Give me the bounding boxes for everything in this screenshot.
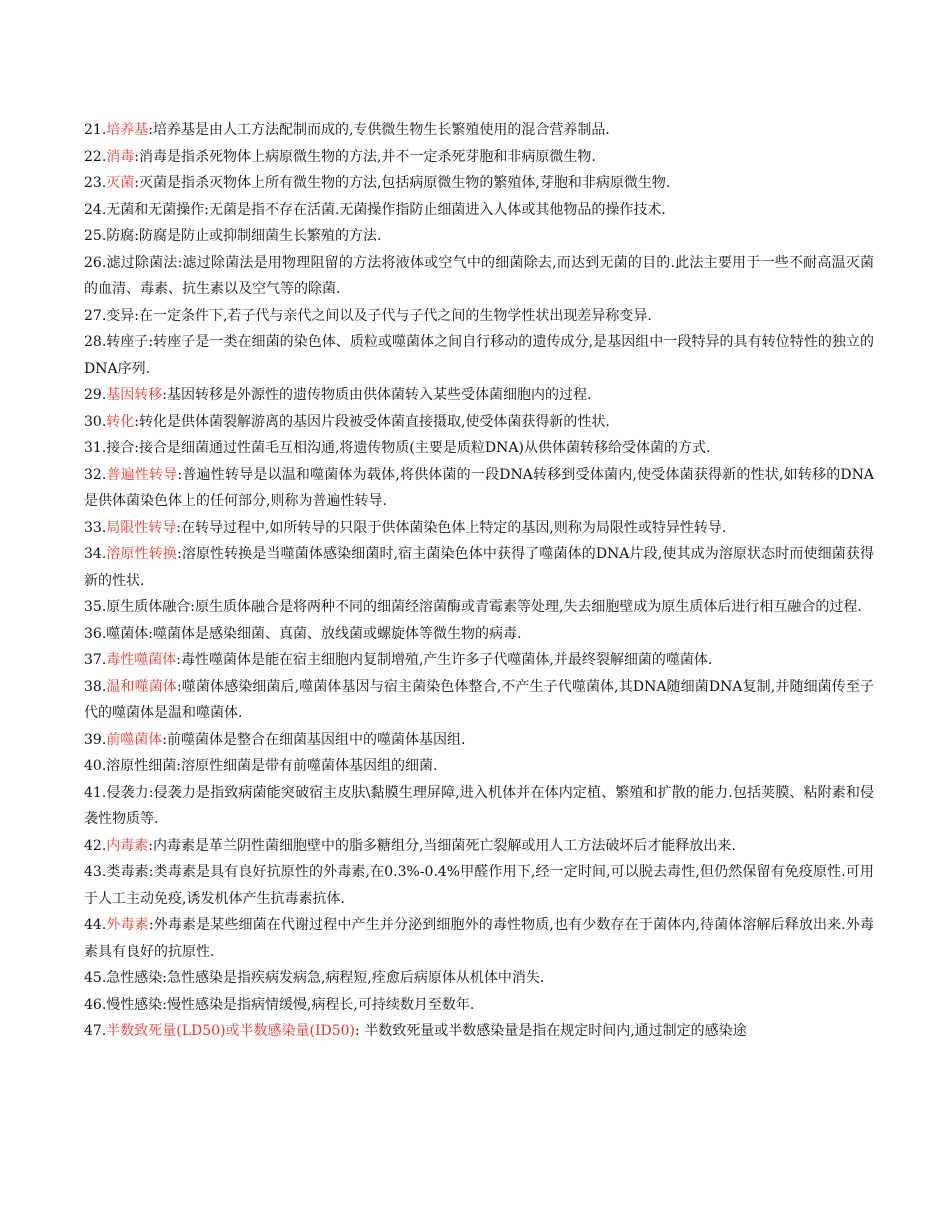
entry-number: 25. <box>84 228 107 244</box>
entry-number: 36. <box>84 625 107 642</box>
glossary-entry <box>84 515 874 542</box>
entry-definition: :原生质体融合是将两种不同的细菌经溶菌酶或青霉素等处理,失去细胞壁成为原生质体后进行相互融合的过程. <box>190 599 862 615</box>
entry-number: 28. <box>84 334 107 350</box>
glossary-entry <box>84 462 874 515</box>
entry-number: 32. <box>84 466 107 483</box>
entry-term: 溶原性转换 <box>106 546 177 562</box>
entry-definition: :转座子是一类在细菌的染色体、质粒或噬菌体之间自行移动的遗传成分,是基因组中一段特异的具有转位特性的独立的DNA序列. <box>84 334 874 377</box>
entry-number: 44. <box>84 917 107 933</box>
entry-term: 前噬菌体 <box>106 731 163 748</box>
glossary-entry <box>84 647 874 674</box>
entry-definition: :基因转移是外源性的遗传物质由供体菌转入某些受体菌细胞内的过程. <box>162 387 592 403</box>
entry-term: 基因转移 <box>106 387 163 403</box>
entry-definition: :急性感染是指疾病发病急,病程短,痊愈后病原体从机体中消失. <box>162 970 545 986</box>
entry-number: 43. <box>84 864 107 880</box>
entry-definition: :无菌是指不存在活菌.无菌操作指防止细菌进入人体或其他物品的操作技术. <box>204 201 666 218</box>
glossary-entry <box>84 833 874 860</box>
entry-term: 噬菌体 <box>106 625 149 642</box>
entry-definition: : 半数致死量或半数感染量是指在规定时间内,通过制定的感染途 <box>355 1023 747 1039</box>
glossary-entry <box>84 117 874 144</box>
entry-definition: :转化是供体菌裂解游离的基因片段被受体菌直接摄取,使受体菌获得新的性状. <box>134 413 610 430</box>
entry-term: 温和噬菌体 <box>106 678 177 695</box>
glossary-entry <box>84 859 874 912</box>
entry-definition: :内毒素是革兰阴性菌细胞壁中的脂多糖组分,当细菌死亡裂解或用人工方法破坏后才能释放出来. <box>148 837 736 854</box>
entry-definition: :灭菌是指杀灭物体上所有微生物的方法,包括病原微生物的繁殖体,芽胞和非病原微生物. <box>134 175 671 191</box>
entry-term: 侵袭力 <box>106 784 149 801</box>
glossary-entry <box>84 541 874 594</box>
entry-definition: :类毒素是具有良好抗原性的外毒素,在0.3%-0.4%甲醛作用下,经一定时间,可以脱去毒性,但仍然保留有免疫原性.可用于人工主动免疫,诱发机体产生抗毒素抗体. <box>84 864 874 907</box>
glossary-list <box>84 117 874 1045</box>
entry-term: 普遍性转导 <box>106 466 178 483</box>
entry-term: 急性感染 <box>106 970 163 986</box>
glossary-entry <box>84 144 874 171</box>
entry-number: 41. <box>84 784 107 801</box>
glossary-entry <box>84 727 874 754</box>
entry-number: 39. <box>84 731 107 748</box>
glossary-entry <box>84 382 874 409</box>
entry-definition: :外毒素是某些细菌在代谢过程中产生并分泌到细胞外的毒性物质,也有少数存在于菌体内,待菌体溶解后释放出来.外毒素具有良好的抗原性. <box>84 917 874 960</box>
glossary-entry <box>84 992 874 1019</box>
entry-definition: :溶原性转换是当噬菌体感染细菌时,宿主菌染色体中获得了噬菌体的DNA片段,使其成为溶原状态时而使细菌获得新的性状. <box>84 546 875 589</box>
entry-term: 转化 <box>106 413 135 430</box>
entry-term: 半数致死量(LD50)或半数感染量(ID50) <box>106 1023 356 1039</box>
entry-term: 外毒素 <box>106 917 149 933</box>
glossary-entry <box>84 965 874 992</box>
entry-number: 30. <box>84 413 107 430</box>
glossary-entry <box>84 197 874 224</box>
glossary-entry <box>84 435 874 462</box>
glossary-entry <box>84 621 874 648</box>
entry-term: 滤过除菌法 <box>106 254 178 271</box>
entry-number: 34. <box>84 546 107 562</box>
glossary-entry <box>84 329 874 382</box>
entry-definition: :在一定条件下,若子代与亲代之间以及子代与子代之间的生物学性状出现差异称变异. <box>134 307 652 324</box>
entry-definition: :接合是细菌通过性菌毛互相沟通,将遗传物质(主要是质粒DNA)从供体菌转移给受体菌的方式. <box>134 440 711 456</box>
entry-number: 46. <box>84 996 107 1013</box>
entry-number: 35. <box>84 599 107 615</box>
glossary-entry <box>84 409 874 436</box>
entry-term: 灭菌 <box>106 175 135 191</box>
entry-term: 培养基 <box>106 122 149 138</box>
entry-definition: :普遍性转导是以温和噬菌体为载体,将供体菌的一段DNA转移到受体菌内,使受体菌获得新的性状,如转移的DNA是供体菌染色体上的任何部分,则称为普遍性转导. <box>84 466 874 509</box>
entry-definition: :前噬菌体是整合在细菌基因组中的噬菌体基因组. <box>162 731 466 748</box>
entry-term: 毒性噬菌体 <box>106 652 177 668</box>
entry-number: 33. <box>84 519 107 536</box>
entry-number: 24. <box>84 201 107 218</box>
entry-term: 内毒素 <box>106 837 149 854</box>
entry-definition: :毒性噬菌体是能在宿主细胞内复制增殖,产生许多子代噬菌体,并最终裂解细菌的噬菌体. <box>176 652 713 668</box>
entry-number: 21. <box>84 122 107 138</box>
entry-term: 类毒素 <box>106 864 149 880</box>
entry-definition: :噬菌体是感染细菌、真菌、放线菌或螺旋体等微生物的病毒. <box>148 625 522 642</box>
entry-term: 转座子 <box>106 334 149 350</box>
glossary-entry <box>84 594 874 621</box>
entry-number: 40. <box>84 758 107 774</box>
entry-number: 31. <box>84 440 107 456</box>
glossary-entry <box>84 674 874 727</box>
entry-number: 42. <box>84 837 107 854</box>
glossary-entry <box>84 912 874 965</box>
entry-number: 27. <box>84 307 107 324</box>
entry-term: 局限性转导 <box>106 519 177 536</box>
entry-definition: :培养基是由人工方法配制而成的,专供微生物生长繁殖使用的混合营养制品. <box>148 122 610 138</box>
entry-number: 45. <box>84 970 107 986</box>
entry-number: 47. <box>84 1023 107 1039</box>
entry-term: 无菌和无菌操作 <box>106 201 205 218</box>
glossary-entry <box>84 753 874 780</box>
entry-definition: :防腐是防止或抑制细菌生长繁殖的方法. <box>134 228 382 244</box>
entry-definition: :侵袭力是指致病菌能突破宿主皮肤\黏膜生理屏障,进入机体并在体内定植、繁殖和扩散的能力.包括荚膜、粘附素和侵袭性物质等. <box>84 784 874 827</box>
entry-number: 22. <box>84 148 107 165</box>
entry-definition: :消毒是指杀死物体上病原微生物的方法,并不一定杀死芽胞和非病原微生物. <box>134 148 596 165</box>
entry-number: 23. <box>84 175 107 191</box>
entry-term: 接合 <box>106 440 135 456</box>
glossary-entry <box>84 223 874 250</box>
entry-term: 慢性感染 <box>106 996 163 1013</box>
glossary-entry <box>84 780 874 833</box>
glossary-entry <box>84 250 874 303</box>
entry-definition: :滤过除菌法是用物理阻留的方法将液体或空气中的细菌除去,而达到无菌的目的.此法主要用于一些不耐高温灭菌的血清、毒素、抗生素以及空气等的除菌. <box>84 254 875 297</box>
entry-definition: :溶原性细菌是带有前噬菌体基因组的细菌. <box>176 758 438 774</box>
entry-term: 溶原性细菌 <box>106 758 177 774</box>
glossary-entry <box>84 1018 874 1045</box>
entry-number: 38. <box>84 678 107 695</box>
entry-definition: :慢性感染是指病情缓慢,病程长,可持续数月至数年. <box>162 996 475 1013</box>
entry-number: 26. <box>84 254 107 271</box>
entry-definition: :在转导过程中,如所转导的只限于供体菌染色体上特定的基因,则称为局限性或特异性转导. <box>176 519 727 536</box>
entry-definition: :噬菌体感染细菌后,噬菌体基因与宿主菌染色体整合,不产生子代噬菌体,其DNA随细菌DNA复制,并随细菌传至子代的噬菌体是温和噬菌体. <box>84 678 875 721</box>
glossary-entry <box>84 170 874 197</box>
entry-term: 防腐 <box>106 228 135 244</box>
entry-term: 消毒 <box>106 148 135 165</box>
entry-term: 变异 <box>106 307 135 324</box>
entry-number: 29. <box>84 387 107 403</box>
entry-number: 37. <box>84 652 107 668</box>
glossary-entry <box>84 303 874 330</box>
entry-term: 原生质体融合 <box>106 599 191 615</box>
